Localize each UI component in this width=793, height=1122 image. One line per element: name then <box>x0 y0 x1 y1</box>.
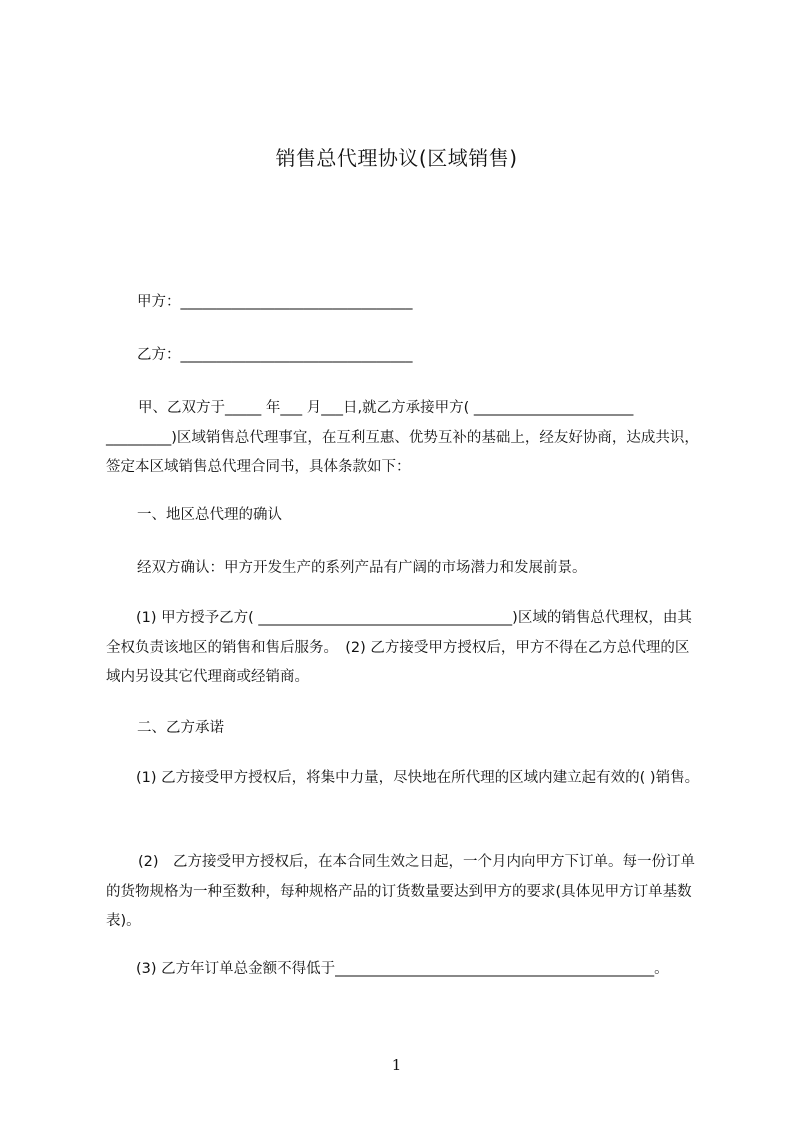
party-b-line: 乙方：________________________________ <box>137 347 413 363</box>
section-1-items-paragraph: (1) 甲方授予乙方( ___________________________________)区域的销售总代理权，由其全权负责该地区的销售和售后服务。 (2) 乙方接受甲方授权后，甲方不得在乙方总代理的区域内另设其它代理商或经销商。 <box>106 610 692 685</box>
section-2-item-2-paragraph: (2) 乙方接受甲方授权后，在本合同生效之日起，一个月内向甲方下订单。每一份订单的货物规格为一种至数种，每种规格产品的订货数量要达到甲方的要求(具体见甲方订单基数表)。 <box>106 854 696 929</box>
section-1-confirmation: 经双方确认：甲方开发生产的系列产品有广阔的市场潜力和发展前景。 <box>137 560 587 576</box>
document-title: 销售总代理协议(区域销售) <box>275 146 518 170</box>
party-a-line: 甲方：________________________________ <box>137 294 413 310</box>
section-1-heading: 一、地区总代理的确认 <box>137 507 282 523</box>
intro-paragraph: 甲、乙双方于_____ 年___ 月___日,就乙方承接甲方( ______________________ _________)区域销售总代理事宜，在互利互惠、优势互补的基础上，经友好协商，达成共识，签定本区域销售总代理合同书，具体条款如下： <box>106 400 699 475</box>
page-number: 1 <box>391 1056 402 1074</box>
section-2-item-1-paragraph: (1) 乙方接受甲方授权后，将集中力量，尽快地在所代理的区域内建立起有效的( )销售。 <box>136 770 700 786</box>
section-2-item-3-paragraph: (3) 乙方年订单总金额不得低于____________________________________________。 <box>136 961 669 977</box>
section-2-heading: 二、乙方承诺 <box>137 720 224 736</box>
